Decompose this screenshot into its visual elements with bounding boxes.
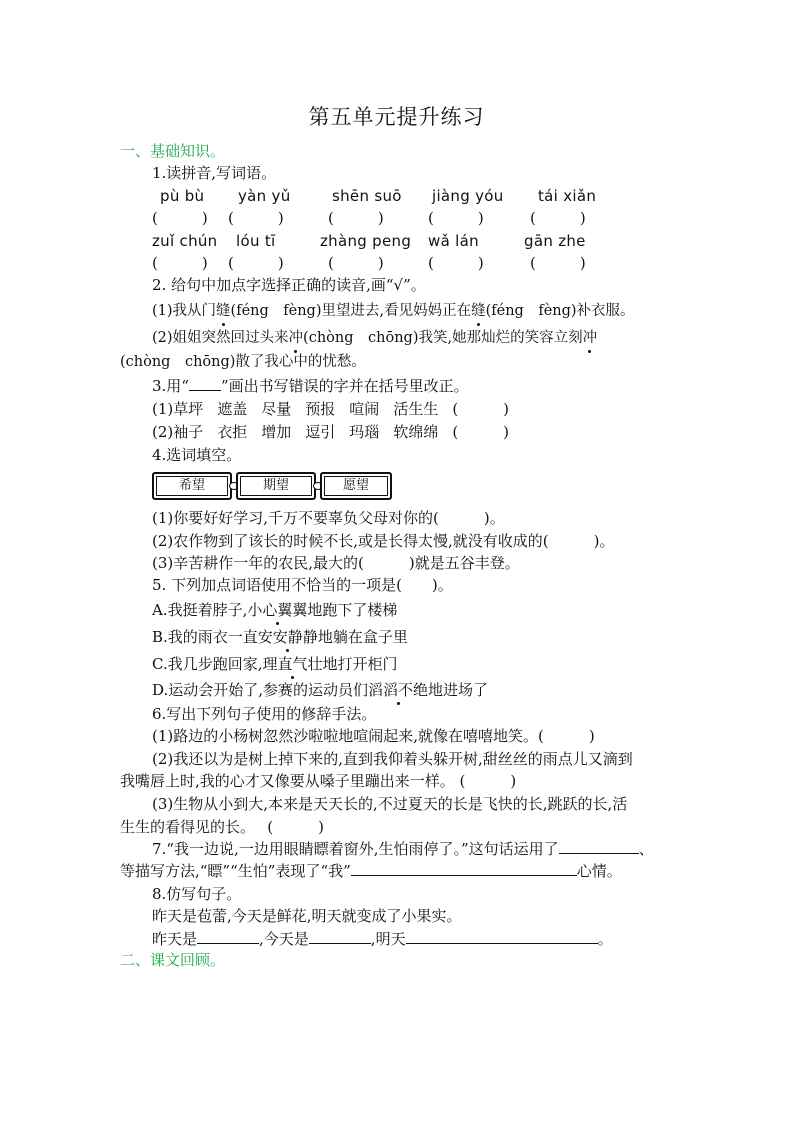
q6-sentence-2: (2)我还以为是树上掉下来的,直到我仰着头躲开树,甜丝丝的雨点儿又滴到 xyxy=(152,750,633,768)
q2-sentence-1: (1)我从门缝(féng fèng)里望进去,看见妈妈正在缝(féng fèng)补衣服。 xyxy=(152,303,635,319)
q1-pinyin-5: zuǐ chún xyxy=(152,232,218,250)
q3-row-2: (2)袖子 衣拒 增加 逗引 玛瑙 软绵绵 ( ) xyxy=(152,423,510,441)
q5-option-c[interactable]: C.我几步跑回家,理直气壮地打开柜门 xyxy=(152,655,398,673)
q8-fill-line: 昨天是 ,今天是 ,明天 。 xyxy=(152,930,613,948)
q8-blank-1[interactable] xyxy=(197,929,259,944)
q1-answer-paren[interactable]: ( ) xyxy=(530,254,586,272)
q1-answer-paren[interactable]: ( ) xyxy=(428,209,484,227)
section-heading-review: 二、课文回顾。 xyxy=(120,951,226,969)
q4-sentence-3: (3)辛苦耕作一年的农民,最大的( )就是五谷丰登。 xyxy=(152,554,520,572)
q1-label: 1.读拼音,写词语。 xyxy=(152,164,277,182)
q5-option-a[interactable]: A.我挺着脖子,小心翼翼地跑下了楼梯 xyxy=(152,601,398,619)
q4-sentence-1: (1)你要好好学习,千万不要辜负父母对你的( )。 xyxy=(152,509,505,527)
q1-answer-paren[interactable]: ( ) xyxy=(152,209,208,227)
q1-answer-paren[interactable]: ( ) xyxy=(428,254,484,272)
q3-answer-paren[interactable]: ( ) xyxy=(452,423,510,441)
q3-label: 3.用“ ”画出书写错误的字并在括号里改正。 xyxy=(152,377,469,395)
q1-answer-paren[interactable]: ( ) xyxy=(328,254,384,272)
q6-sentence-3: (3)生物从小到大,本来是天天长的,不过夏天的长是飞快的长,跳跃的长,活 xyxy=(152,795,628,813)
q1-answer-paren[interactable]: ( ) xyxy=(328,209,384,227)
q4-sentence-2: (2)农作物到了该长的时候不长,或是长得太慢,就没有收成的( )。 xyxy=(152,532,615,550)
q2-sentence-2-cont: (chòng chōng)散了我心中的忧愁。 xyxy=(120,354,366,370)
q1-answer-paren[interactable]: ( ) xyxy=(228,209,284,227)
q3-answer-paren[interactable]: ( ) xyxy=(452,400,510,418)
q1-pinyin-1: yàn yǔ xyxy=(238,187,291,205)
page-title: 第五单元提升练习 xyxy=(308,105,485,129)
word-option: 希望 xyxy=(152,472,232,500)
q1-pinyin-7: zhàng peng xyxy=(320,232,412,250)
q1-pinyin-3: jiàng yóu xyxy=(432,187,504,205)
q2-sentence-2: (2)姐姐突然回过头来冲(chòng chōng)我笑,她那灿烂的笑容立刻冲 xyxy=(152,330,598,346)
word-option: 期望 xyxy=(236,472,316,500)
q5-option-d[interactable]: D.运动会开始了,参赛的运动员们滔滔不绝地进场了 xyxy=(152,681,489,699)
q1-answer-paren[interactable]: ( ) xyxy=(530,209,586,227)
q8-example: 昨天是苞蕾,今天是鲜花,明天就变成了小果实。 xyxy=(152,907,462,925)
q6-sentence-2-cont: 我嘴唇上时,我的心才又像要从嗓子里蹦出来一样。 ( ) xyxy=(120,772,517,790)
q1-pinyin-8: wǎ lán xyxy=(428,232,479,250)
word-option: 愿望 xyxy=(320,472,392,500)
q4-label: 4.选词填空。 xyxy=(152,446,242,464)
q7-line-2: 等描写方法,“瞟”“生怕”表现了“我” 心情。 xyxy=(120,862,622,880)
q6-sentence-1: (1)路边的小杨树忽然沙啦啦地喧闹起来,就像在嘻嘻地笑。( ) xyxy=(152,727,595,745)
q1-pinyin-9: gān zhe xyxy=(524,232,586,250)
q7-line-1: 7.“我一边说,一边用眼睛瞟着窗外,生怕雨停了。”这句话运用了 、 xyxy=(152,840,654,858)
q8-blank-3[interactable] xyxy=(406,929,598,944)
q1-pinyin-0: pù bù xyxy=(160,187,205,205)
q5-option-b[interactable]: B.我的雨衣一直安安静静地躺在盒子里 xyxy=(152,628,408,646)
q8-label: 8.仿写句子。 xyxy=(152,885,242,903)
q7-blank-1[interactable] xyxy=(559,839,639,854)
q1-pinyin-6: lóu tī xyxy=(236,232,276,250)
q8-blank-2[interactable] xyxy=(309,929,371,944)
q7-blank-2[interactable] xyxy=(351,861,577,876)
q6-label: 6.写出下列句子使用的修辞手法。 xyxy=(152,705,377,723)
q5-label: 5. 下列加点词语使用不恰当的一项是( )。 xyxy=(152,576,453,594)
section-heading-basics: 一、基础知识。 xyxy=(120,142,226,160)
q1-answer-paren[interactable]: ( ) xyxy=(228,254,284,272)
q2-label: 2. 给句中加点字选择正确的读音,画“√”。 xyxy=(152,276,426,294)
q1-answer-paren[interactable]: ( ) xyxy=(152,254,208,272)
q1-pinyin-2: shēn suō xyxy=(332,187,402,205)
q6-sentence-3-cont: 生生的看得见的长。 ( ) xyxy=(120,818,324,836)
q3-row-1: (1)草坪 遮盖 尽量 预报 喧闹 活生生 ( ) xyxy=(152,400,510,418)
q1-pinyin-4: tái xiǎn xyxy=(538,187,597,205)
